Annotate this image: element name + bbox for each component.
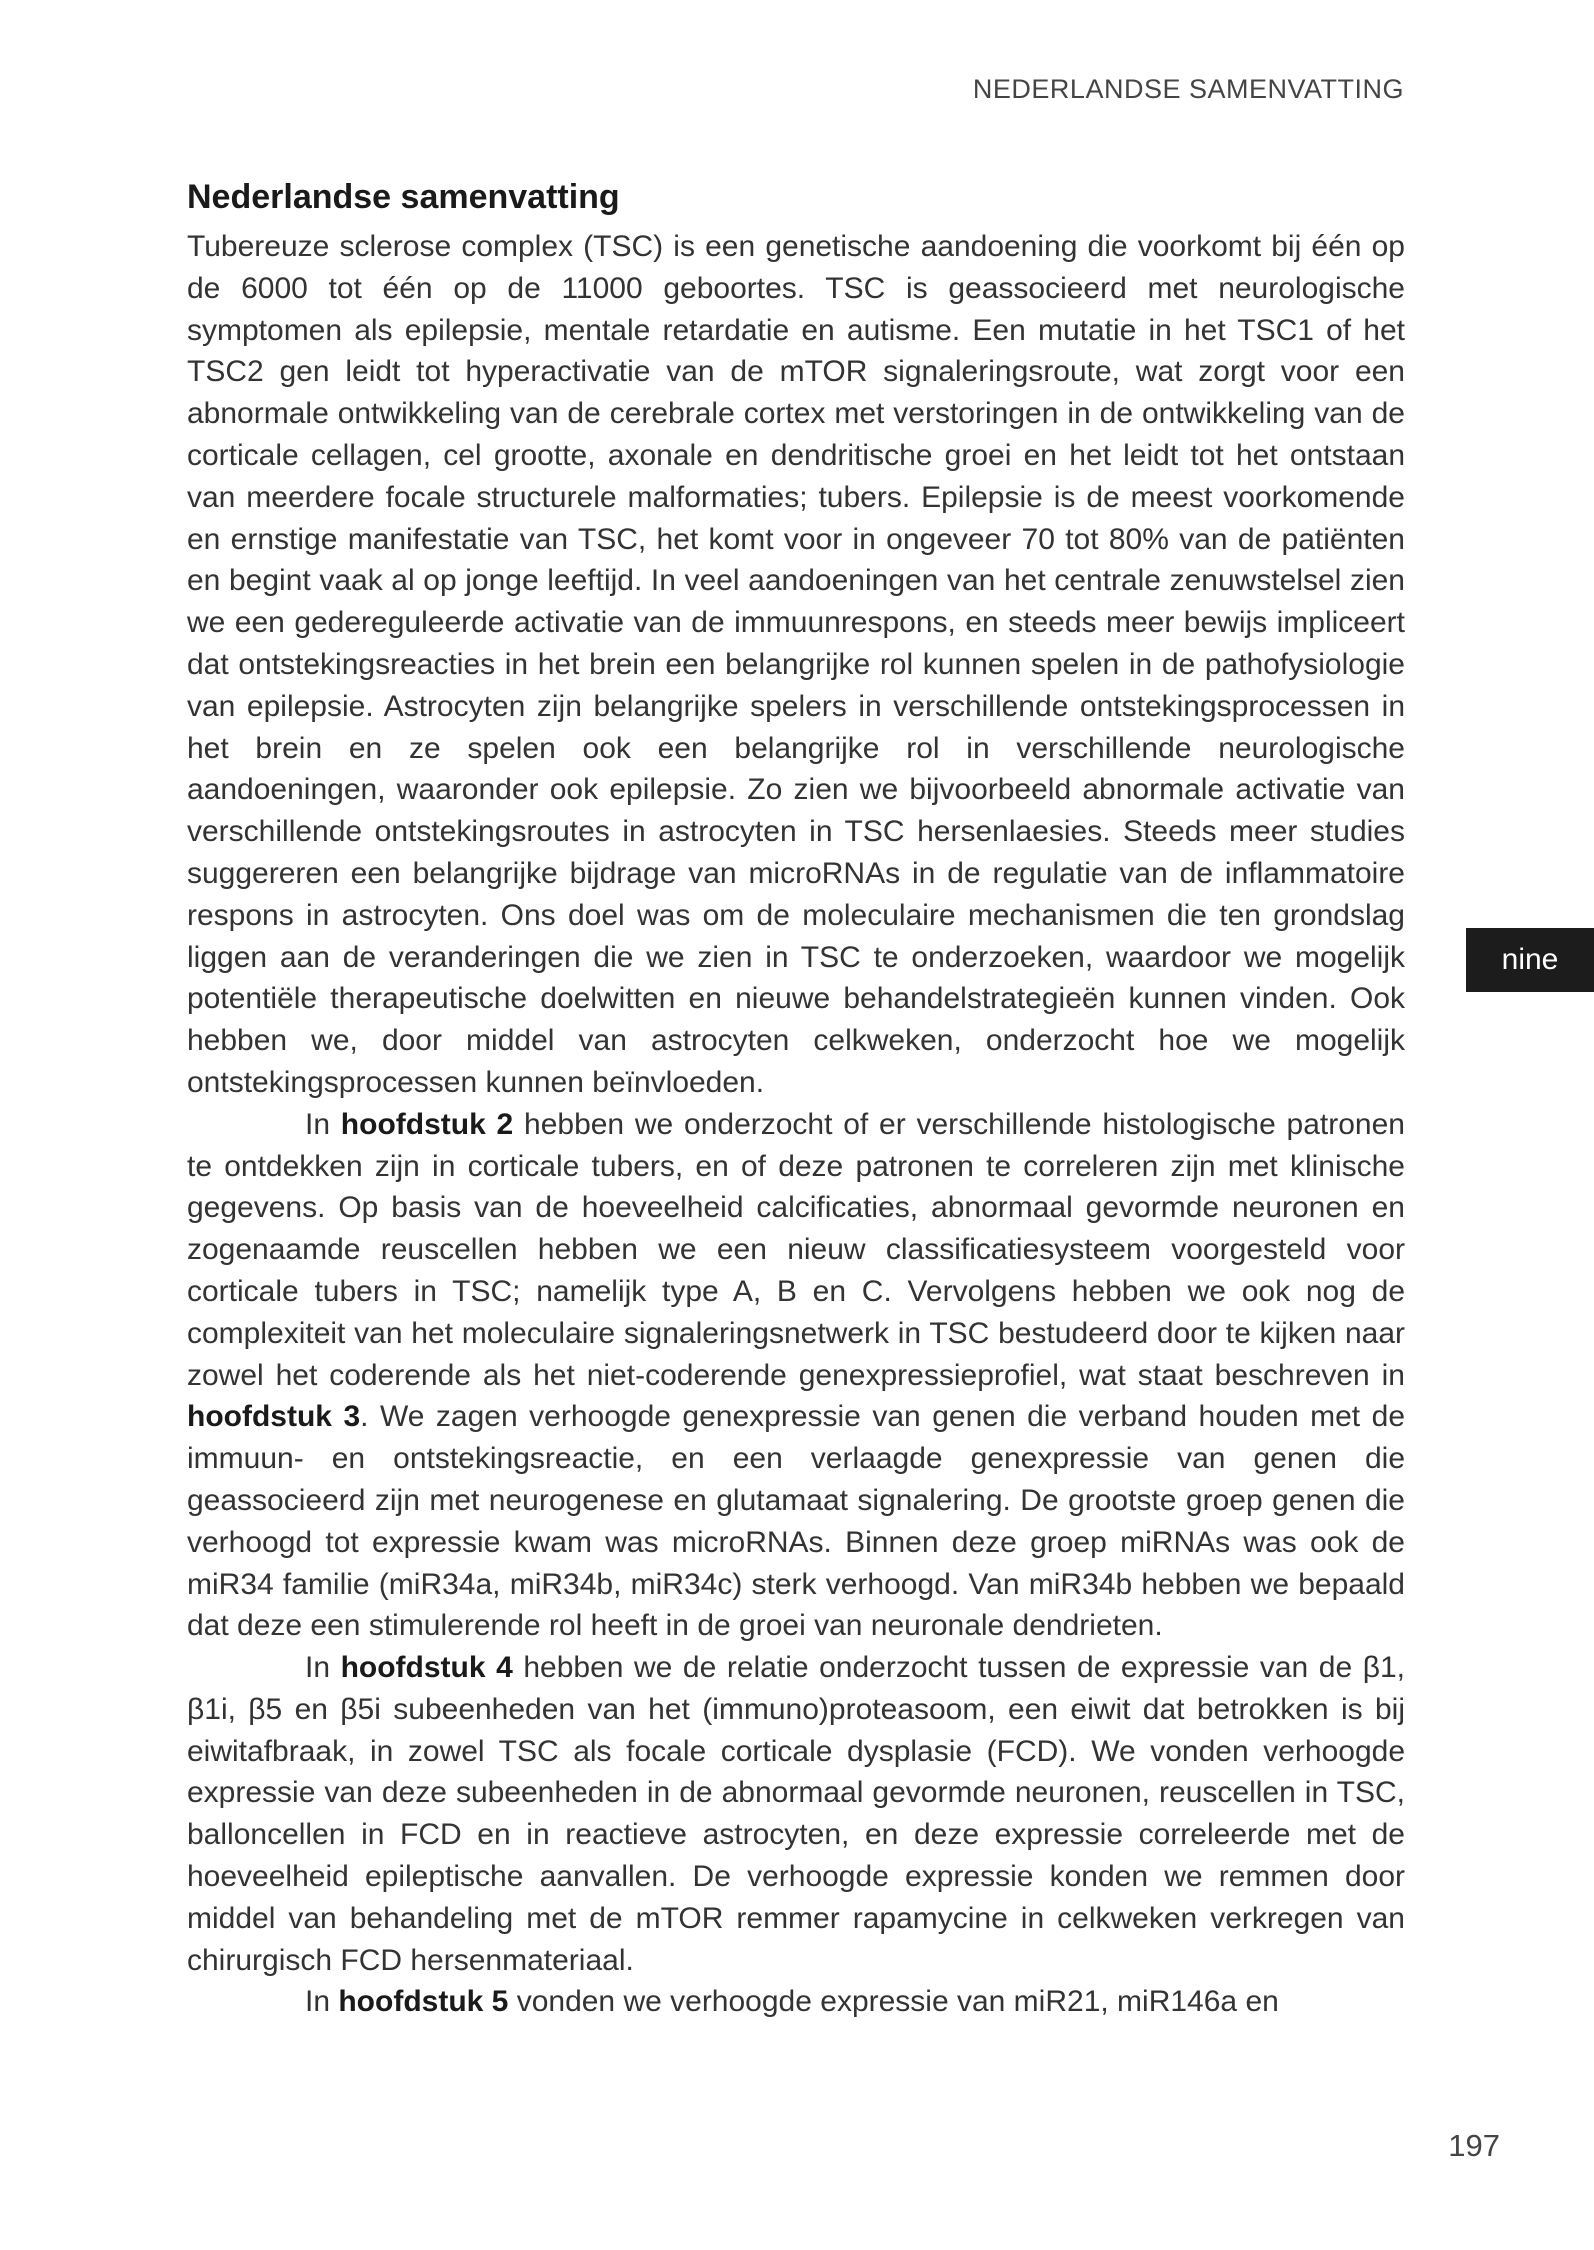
chapter-reference: hoofdstuk 2 — [340, 1107, 514, 1141]
paragraph — [187, 1104, 1405, 1647]
chapter-reference: hoofdstuk 3 — [187, 1400, 361, 1434]
paragraph — [187, 226, 1405, 1104]
text-run: . We zagen verhoogde genexpressie van genen die verband houden met de immuun- en ontstekingsreactie, en een verlaagde genexpressie van genen die geassocieerd zijn met neurogenese en glutamaat signalering. De grootste groep genen die verhoogd tot expressie kwam was microRNAs. Binnen deze groep miRNAs was ook de miR34 familie (miR34a, miR34b, miR34c) sterk verhoogd. Van miR34b hebben we bepaald dat deze een stimulerende rol heeft in de groei van neuronale dendrieten. — [187, 1400, 1406, 1643]
paragraph — [187, 1981, 1405, 2023]
text-run: hebben we onderzocht of er verschillende histologische patronen te ontdekken zijn in corticale tubers, en of deze patronen te correleren zijn met klinische gegevens. Op basis van de hoeveelheid calcificaties, abnormaal gevormde neuronen en zogenaamde reuscellen hebben we een nieuw classificatiesysteem voorgesteld voor corticale tubers in TSC; namelijk type A, B en C. Vervolgens hebben we ook nog de complexiteit van het moleculaire signaleringsnetwerk in TSC bestudeerd door te kijken naar zowel het coderende als het niet-coderende genexpressieprofiel, wat staat beschreven in — [187, 1107, 1405, 1392]
chapter-reference: hoofdstuk 4 — [340, 1651, 513, 1685]
text-run: In — [305, 1107, 341, 1141]
text-run: Tubereuze sclerose complex (TSC) is een genetische aandoening die voorkomt bij één op de 6000 tot één op de 11000 geboortes. TSC is geassocieerd met neurologische symptomen als epilepsie, mentale retardatie en autisme. Een mutatie in het TSC1 of het TSC2 gen leidt tot hyperactivatie van de mTOR signaleringsroute, wat zorgt voor een abnormale ontwikkeling van de cerebrale cortex met verstoringen in de ontwikkeling van de corticale cellagen, cel grootte, axonale en dendritische groei en het leidt tot het ontstaan van meerdere focale structurele malformaties; tubers. Epilepsie is de meest voorkomende en ernstige manifestatie van TSC, het komt voor in ongeveer 70 tot 80% van de patiënten en begint vaak al op jonge leeftijd. In veel aandoeningen van het centrale zenuwstelsel zien we een gedereguleerde activatie van de immuunrespons, en steeds meer bewijs impliceert dat ontstekingsreacties in het brein een belangrijke rol kunnen spelen in de pathofysiologie van epilepsie. Astrocyten zijn belangrijke spelers in verschillende ontstekingsprocessen in het brein en ze spelen ook een belangrijke rol in verschillende neurologische aandoeningen, waaronder ook epilepsie. Zo zien we bijvoorbeeld abnormale activatie van verschillende ontstekingsroutes in astrocyten in TSC hersenlaesies. Steeds meer studies suggereren een belangrijke bijdrage van microRNAs in de regulatie van de inflammatoire respons in astrocyten. Ons doel was om de moleculaire mechanismen die ten grondslag liggen aan de veranderingen die we zien in TSC te onderzoeken, waardoor we mogelijk potentiële therapeutische doelwitten en nieuwe behandelstrategieën kunnen vinden. Ook hebben we, door middel van astrocyten celkweken, onderzocht hoe we mogelijk ontstekingsprocessen kunnen beïnvloeden. — [187, 230, 1405, 1099]
body-text — [187, 226, 1405, 2023]
text-run: hebben we de relatie onderzocht tussen de expressie van de β1, β1i, β5 en β5i subeenheden van het (immuno)proteasoom, een eiwit dat betrokken is bij eiwitafbraak, in zowel TSC als focale corticale dysplasie (FCD). We vonden verhoogde expressie van deze subeenheden in de abnormaal gevormde neuronen, reuscellen in TSC, balloncellen in FCD en in reactieve astrocyten, en deze expressie correleerde met de hoeveelheid epileptische aanvallen. De verhoogde expressie konden we remmen door middel van behandeling met de mTOR remmer rapamycine in celkweken verkregen van chirurgisch FCD hersenmateriaal. — [187, 1651, 1405, 1977]
text-run: In — [305, 1985, 339, 2019]
chapter-tab: nine — [1466, 928, 1594, 992]
section-title: Nederlandse samenvatting — [187, 178, 620, 216]
page-number: 197 — [1448, 2128, 1500, 2163]
text-run: In — [305, 1651, 341, 1685]
paragraph — [187, 1647, 1405, 1981]
chapter-reference: hoofdstuk 5 — [338, 1985, 509, 2019]
text-run: vonden we verhoogde expressie van miR21, miR146a en — [508, 1985, 1279, 2019]
running-head: NEDERLANDSE SAMENVATTING — [972, 74, 1404, 104]
